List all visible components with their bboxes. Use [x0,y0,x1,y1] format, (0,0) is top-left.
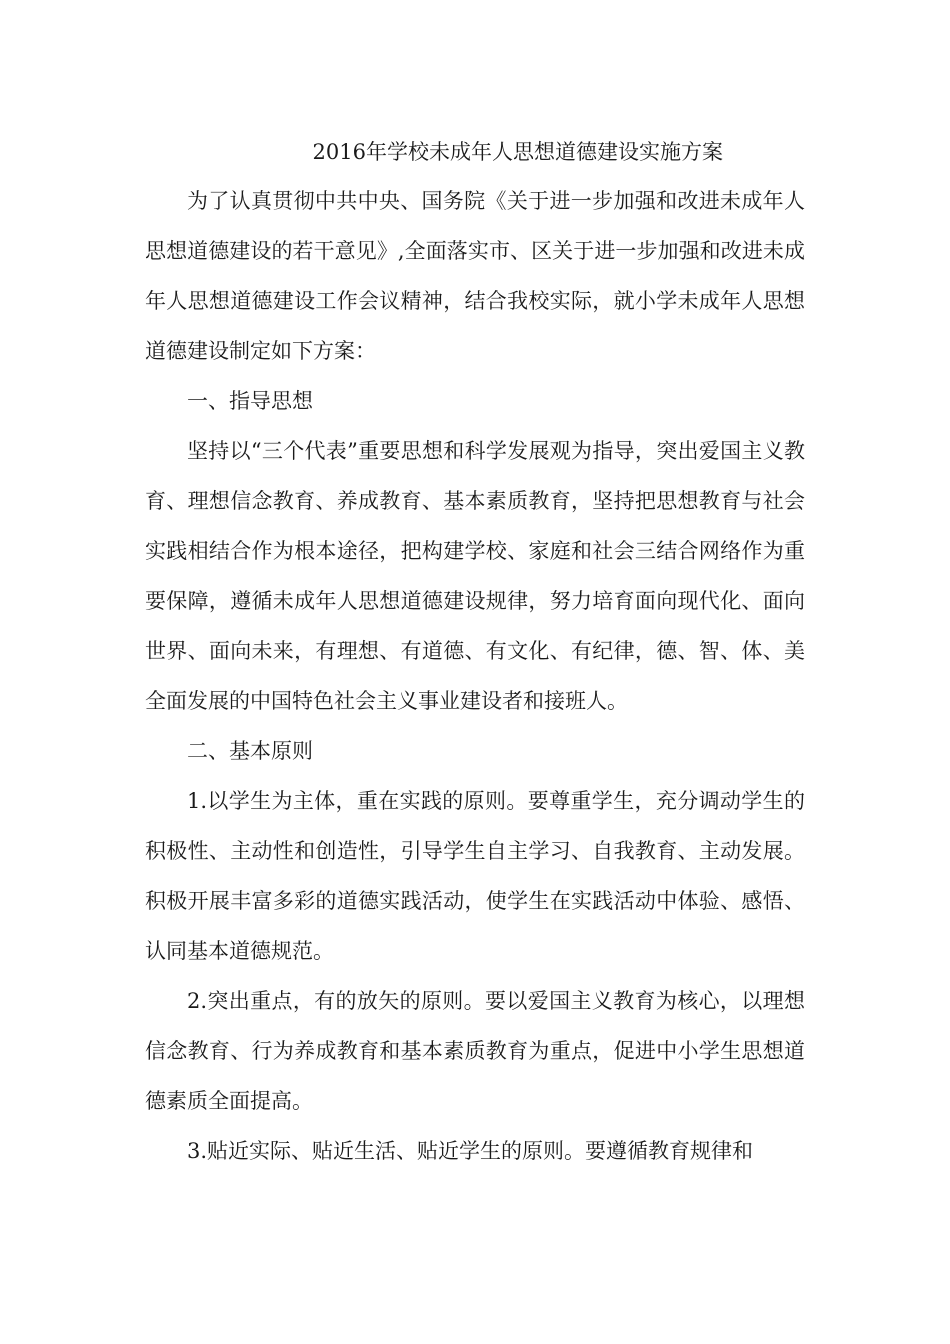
document-title: 2016年学校未成年人思想道德建设实施方案 [312,140,723,164]
guiding-ideology-paragraph: 坚持以“三个代表”重要思想和科学发展观为指导，突出爱国主义教育、理想信念教育、养成教育、基本素质教育，坚持把思想教育与社会实践相结合作为根本途径，把构建学校、家庭和社会三结合网络作为重要保障，遵循未成年人思想道德建设规律，努力培育面向现代化、面向世界、面向未来，有理想、有道德、有文化、有纪律，德、智、体、美全面发展的中国特色社会主义事业建设者和接班人。 [145,439,805,713]
section-heading-guiding-ideology: 一、指导思想 [187,389,313,413]
document-body [145,132,805,1176]
principle-item-1: 1.以学生为主体，重在实践的原则。要尊重学生，充分调动学生的积极性、主动性和创造性，引导学生自主学习、自我教育、主动发展。积极开展丰富多彩的道德实践活动，使学生在实践活动中体验、感悟、认同基本道德规范。 [145,789,805,963]
section-heading-basic-principles: 二、基本原则 [187,739,313,763]
intro-paragraph: 为了认真贯彻中共中央、国务院《关于进一步加强和改进未成年人思想道德建设的若干意见》,全面落实市、区关于进一步加强和改进未成年人思想道德建设工作会议精神，结合我校实际，就小学未成年人思想道德建设制定如下方案： [145,189,805,363]
principle-item-3: 3.贴近实际、贴近生活、贴近学生的原则。要遵循教育规律和 [187,1139,754,1163]
principle-item-2: 2.突出重点，有的放矢的原则。要以爱国主义教育为核心，以理想信念教育、行为养成教育和基本素质教育为重点，促进中小学生思想道德素质全面提高。 [145,989,805,1113]
